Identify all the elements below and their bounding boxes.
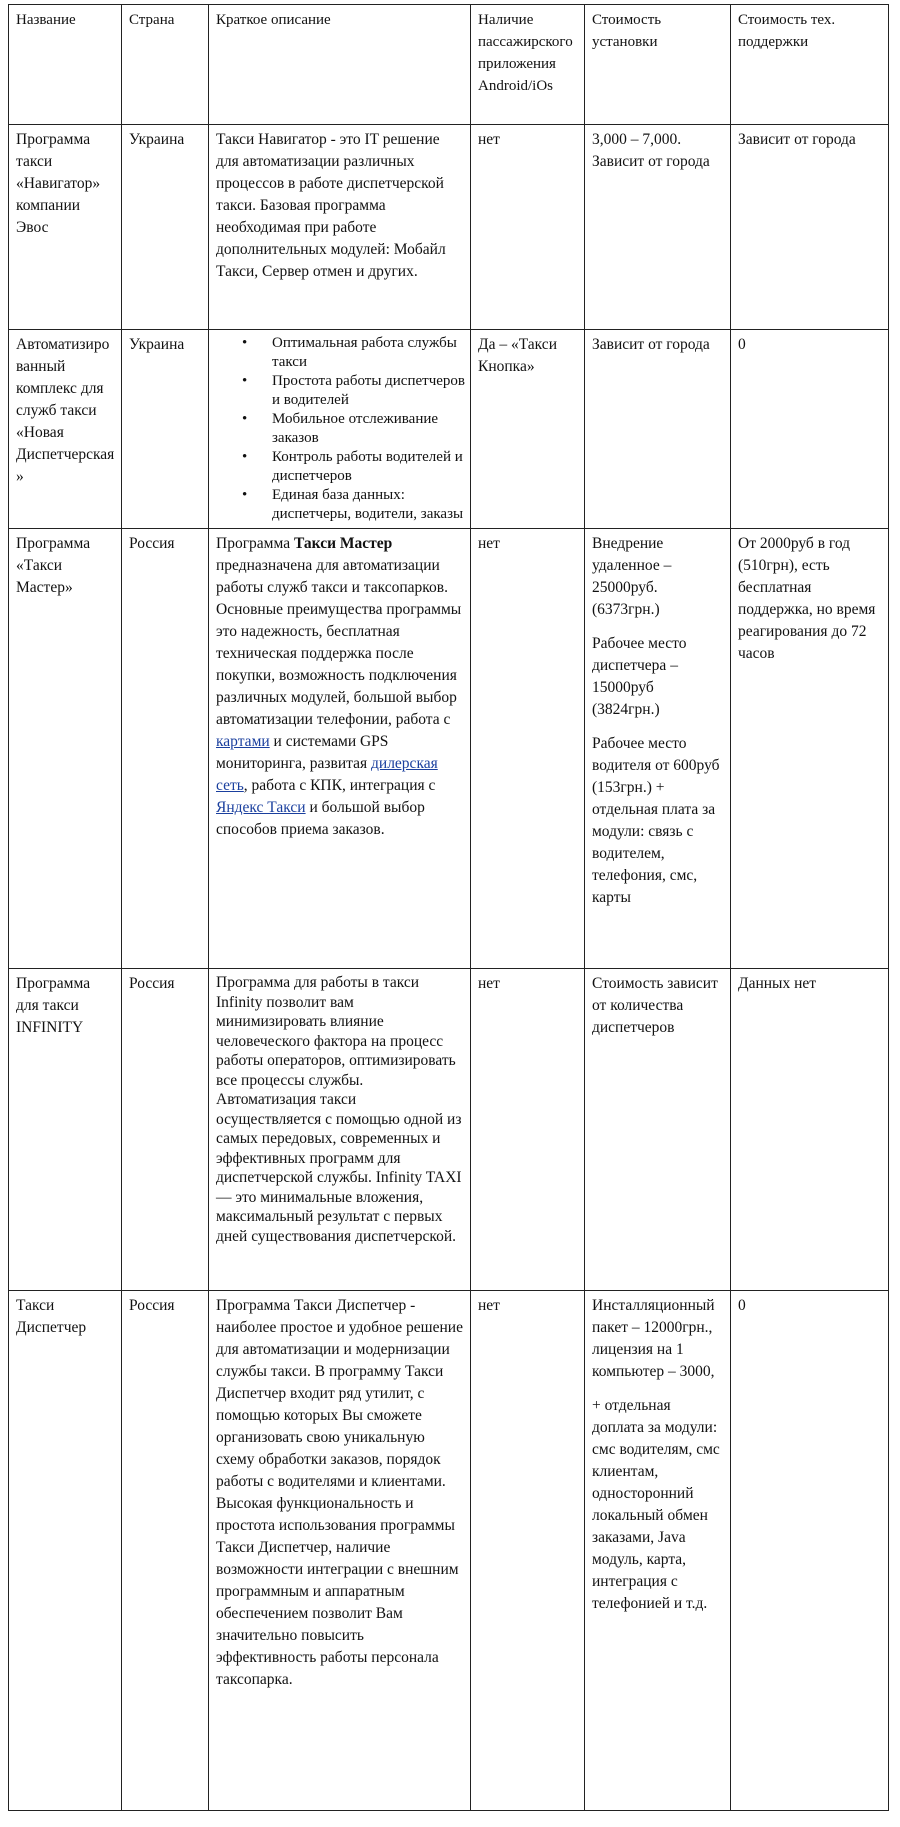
cell-country: Россия <box>122 969 209 1291</box>
install-package: Инсталляционный пакет – 12000грн., лицензия на 1 компьютер – 3000, <box>592 1297 715 1380</box>
cell-description: Программа Такси Диспетчер - наиболее простое и удобное решение для автоматизации и модернизации службы такси. В программу Такси Диспетчер входит ряд утилит, с помощью которых Вы сможете организовать свою уникальную схему обработки заказов, порядок работы с водителями и клиентами. Высокая функциональность и простота использования программы Такси Диспетчер, наличие возможности интеграции с внешним программным и аппаратным обеспечением позволит Вам значительно повысить эффективность работы персонала таксопарка. <box>209 1291 471 1811</box>
cell-name: Программа «Такси Мастер» <box>9 529 122 969</box>
list-item: • Контроль работы водителей и диспетчеров <box>242 449 463 484</box>
cell-support: 0 <box>731 1291 889 1811</box>
bullet-icon: • <box>242 411 248 427</box>
cell-description <box>209 330 471 529</box>
cell-description: Программа для работы в такси Infinity позволит вам минимизировать влияние человеческого фактора на процесс работы операторов, оптимизировать все процессы службы. Автоматизация такси осуществляется с помощью одной из самых передовых, современных и эффективных программ для диспетчерской службы. Infinity TAXI — это минимальные вложения, максимальный результат с первых дней существования диспетчерской. <box>209 969 471 1291</box>
header-support-cost: Стоимость тех. поддержки <box>731 5 889 125</box>
cell-description: Программа Такси Мастер предназначена для автоматизации работы служб такси и таксопарков. Основные преимущества программы это надежность, бесплатная техническая поддержка после покупки, возможность подключения различных модулей, большой выбор автоматизации телефонии, работа с картами и системами GPS мониторинга, развитая дилерская сеть, работа с КПК, интеграция с Яндекс Такси и большой выбор способов приема заказов. <box>209 529 471 969</box>
install-modules: + отдельная доплата за модули: смс водителям, смс клиентам, односторонний локальный обмен заказами, Java модуль, карта, интеграция с телефонией и т.д. <box>592 1397 720 1612</box>
cell-app: Да – «Такси Кнопка» <box>471 330 585 529</box>
header-description: Краткое описание <box>209 5 471 125</box>
header-passenger-app: Наличие пассажирского приложения Android/iOs <box>471 5 585 125</box>
list-item: • Единая база данных: диспетчеры, водители, заказы <box>242 487 464 522</box>
table-row <box>9 529 889 969</box>
table-row <box>9 125 889 330</box>
bullet-icon: • <box>242 335 248 351</box>
cell-description: Такси Навигатор - это IT решение для автоматизации различных процессов в работе диспетчерской такси. Базовая программа необходимая при работе дополнительных модулей: Мобайл Такси, Сервер отмен и других. <box>209 125 471 330</box>
feature-list <box>216 334 465 524</box>
install-remote: Внедрение удаленное – 25000руб. (6373грн.) <box>592 535 672 618</box>
cell-name: Программа для такси INFINITY <box>9 969 122 1291</box>
cell-support: 0 <box>731 330 889 529</box>
table-header-row <box>9 5 889 125</box>
dealer-network-link[interactable]: дилерская сеть <box>216 755 438 794</box>
install-driver: Рабочее место водителя от 600руб (153грн.) + отдельная плата за модули: связь с водителем, телефония, смс, карты <box>592 735 720 906</box>
cell-support: Зависит от города <box>731 125 889 330</box>
list-item: • Оптимальная работа службы такси <box>242 335 457 370</box>
table-row <box>9 1291 889 1811</box>
table-row <box>9 330 889 529</box>
comparison-table <box>8 4 889 1811</box>
cell-app: нет <box>471 1291 585 1811</box>
cell-name: Автоматизированный комплекс для служб такси «Новая Диспетчерская» <box>9 330 122 529</box>
cell-install: Стоимость зависит от количества диспетчеров <box>585 969 731 1291</box>
yandex-taxi-link[interactable]: Яндекс Такси <box>216 799 306 816</box>
cell-support: Данных нет <box>731 969 889 1291</box>
cell-app: нет <box>471 969 585 1291</box>
cell-support: От 2000руб в год (510грн), есть бесплатная поддержка, но время реагирования до 72 часов <box>731 529 889 969</box>
install-dispatcher: Рабочее место диспетчера – 15000руб (3824грн.) <box>592 635 687 718</box>
product-name: Такси Мастер <box>293 535 393 552</box>
bullet-icon: • <box>242 373 248 389</box>
bullet-icon: • <box>242 487 248 503</box>
cell-install <box>585 529 731 969</box>
cell-install <box>585 1291 731 1811</box>
cell-install: Зависит от города <box>585 330 731 529</box>
header-install-cost: Стоимость установки <box>585 5 731 125</box>
table-row <box>9 969 889 1291</box>
list-item: • Мобильное отслеживание заказов <box>242 411 439 446</box>
list-item: • Простота работы диспетчеров и водителей <box>242 373 465 408</box>
header-name: Название <box>9 5 122 125</box>
cell-country: Россия <box>122 529 209 969</box>
header-country: Страна <box>122 5 209 125</box>
cell-app: нет <box>471 125 585 330</box>
cell-country: Украина <box>122 330 209 529</box>
cell-name: Программа такси «Навигатор» компании Эвос <box>9 125 122 330</box>
cell-name: Такси Диспетчер <box>9 1291 122 1811</box>
cell-country: Россия <box>122 1291 209 1811</box>
cell-install: 3,000 – 7,000. Зависит от города <box>585 125 731 330</box>
cell-country: Украина <box>122 125 209 330</box>
cell-app: нет <box>471 529 585 969</box>
maps-link[interactable]: картами <box>216 733 270 750</box>
bullet-icon: • <box>242 449 248 465</box>
